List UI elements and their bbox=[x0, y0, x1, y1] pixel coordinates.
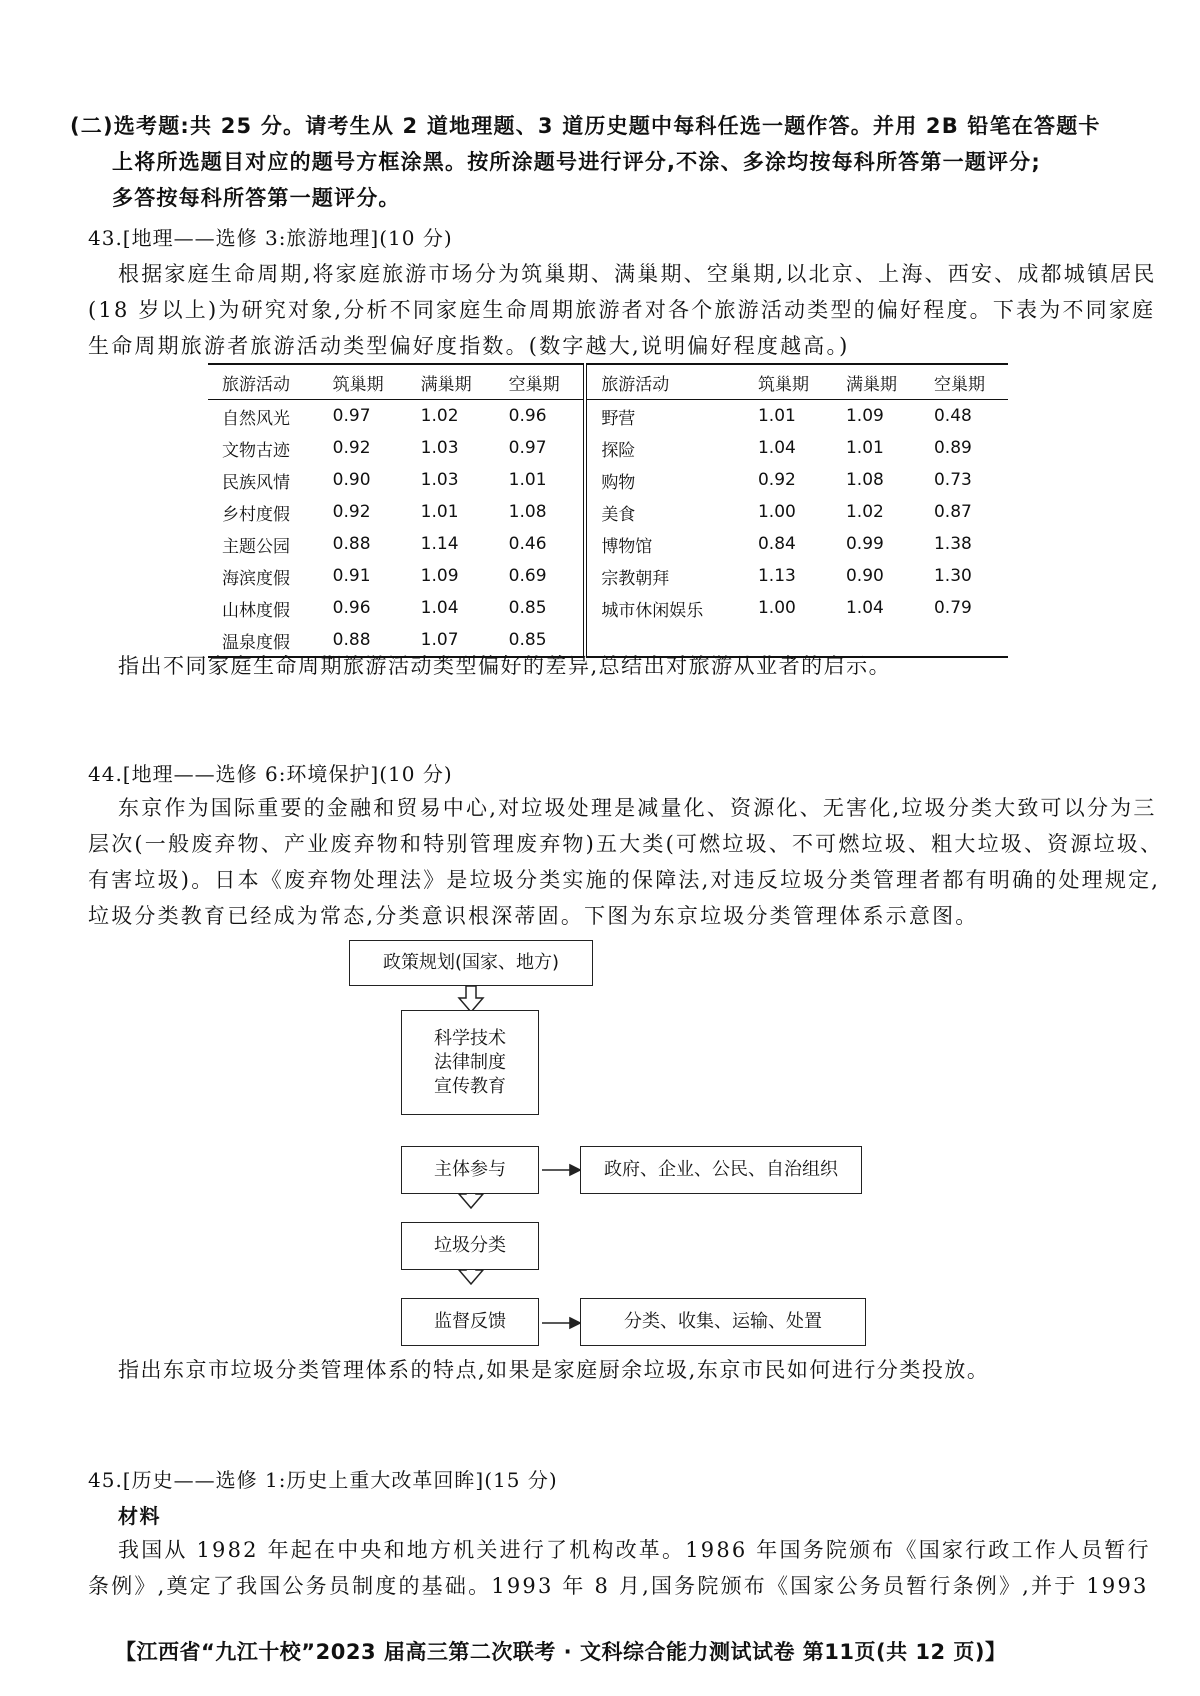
table-cell: 温泉度假 bbox=[222, 632, 290, 653]
table-cell: 1.02 bbox=[420, 406, 459, 426]
table-cell: 1.08 bbox=[845, 470, 884, 490]
table-row bbox=[208, 528, 1008, 560]
table-cell: 乡村度假 bbox=[222, 504, 290, 525]
table-cell: 博物馆 bbox=[601, 536, 653, 557]
table-cell: 1.01 bbox=[845, 438, 884, 458]
header-nesting-left: 筑巢期 bbox=[332, 374, 384, 395]
table-header-row bbox=[208, 364, 1008, 400]
section-instructions-line1: (二)选考题:共 25 分。请考生从 2 道地理题、3 道历史题中每科任选一题作答。并用 2B 铅笔在答题卡 bbox=[70, 114, 1101, 138]
table-cell: 1.01 bbox=[420, 502, 459, 522]
q43-intro: 根据家庭生命周期,将家庭旅游市场分为筑巢期、满巢期、空巢期,以北京、上海、西安、成都城镇居民(18 岁以上)为研究对象,分析不同家庭生命周期旅游者对各个旅游活动类型的偏好程度。下表为不同家庭生命周期旅游者旅游活动类型偏好度指数。(数字越大,说明偏好程度越高。) bbox=[88, 262, 1157, 358]
header-empty-nest-right: 空巢期 bbox=[933, 374, 985, 395]
q45-material-text: 我国从 1982 年起在中央和地方机关进行了机构改革。1986 年国务院颁布《国家行政工作人员暂行条例》,奠定了我国公务员制度的基础。1993 年 8 月,国务院颁布《国家公务员暂行条例》,并于 1993 bbox=[88, 1538, 1151, 1598]
table-cell: 0.92 bbox=[332, 438, 371, 458]
table-row bbox=[208, 464, 1008, 496]
participation-box: 主体参与 bbox=[401, 1146, 539, 1194]
table-cell: 1.04 bbox=[845, 598, 884, 618]
page-footer: 【江西省“九江十校”2023 届高三第二次联考 · 文科综合能力测试试卷 第11页(共 12 页)】 bbox=[115, 1640, 1007, 1664]
table-cell: 1.01 bbox=[757, 406, 796, 426]
table-cell: 1.00 bbox=[757, 502, 796, 522]
header-activity-left: 旅游活动 bbox=[222, 374, 290, 395]
means-science: 科学技术 bbox=[434, 1027, 506, 1049]
table-cell: 1.01 bbox=[495, 464, 586, 496]
table-cell: 购物 bbox=[601, 472, 636, 493]
table-cell: 城市休闲娱乐 bbox=[601, 600, 704, 621]
table-cell: 1.07 bbox=[420, 630, 459, 650]
table-cell: 宗教朝拜 bbox=[601, 568, 670, 589]
material-label: 材料 bbox=[118, 1504, 161, 1528]
q45-heading: 45.[历史——选修 1:历史上重大改革回眸](15 分) bbox=[88, 1468, 558, 1492]
table-cell: 0.48 bbox=[933, 406, 972, 426]
table-cell: 1.30 bbox=[933, 566, 972, 586]
process-box: 分类、收集、运输、处置 bbox=[580, 1298, 866, 1346]
table-cell: 山林度假 bbox=[222, 600, 290, 621]
table-cell: 1.03 bbox=[420, 438, 459, 458]
means-law: 法律制度 bbox=[434, 1051, 506, 1073]
table-cell: 0.73 bbox=[933, 470, 972, 490]
table-row bbox=[208, 592, 1008, 624]
table-cell: 0.97 bbox=[332, 406, 371, 426]
section-instructions bbox=[70, 108, 1170, 216]
table-cell: 1.00 bbox=[757, 598, 796, 618]
table-cell: 1.03 bbox=[420, 470, 459, 490]
table-cell: 1.09 bbox=[420, 566, 459, 586]
table-cell: 0.46 bbox=[495, 528, 586, 560]
q44-heading: 44.[地理——选修 6:环境保护](10 分) bbox=[88, 762, 453, 786]
q43-question: 指出不同家庭生命周期旅游活动类型偏好的差异,总结出对旅游从业者的启示。 bbox=[118, 654, 892, 678]
table-row bbox=[208, 432, 1008, 464]
table-cell: 0.88 bbox=[332, 534, 371, 554]
table-cell: 1.08 bbox=[495, 496, 586, 528]
table-cell: 1.02 bbox=[845, 502, 884, 522]
table-cell: 0.99 bbox=[845, 534, 884, 554]
q44-question: 指出东京市垃圾分类管理体系的特点,如果是家庭厨余垃圾,东京市民如何进行分类投放。 bbox=[118, 1358, 990, 1382]
supervision-box: 监督反馈 bbox=[401, 1298, 539, 1346]
table-cell: 1.13 bbox=[757, 566, 796, 586]
table-cell: 海滨度假 bbox=[222, 568, 290, 589]
table-cell: 民族风情 bbox=[222, 472, 290, 493]
table-cell: 1.14 bbox=[420, 534, 459, 554]
q44-intro: 东京作为国际重要的金融和贸易中心,对垃圾处理是减量化、资源化、无害化,垃圾分类大致可以分为三层次(一般废弃物、产业废弃物和特别管理废弃物)五大类(可燃垃圾、不可燃垃圾、粗大垃圾、资源垃圾、有害垃圾)。日本《废弃物处理法》是垃圾分类实施的保障法,对违反垃圾分类管理者都有明确的处理规定,垃圾分类教育已经成为常态,分类意识根深蒂固。下图为东京垃圾分类管理体系示意图。 bbox=[88, 796, 1164, 928]
preference-table bbox=[208, 363, 1008, 658]
table-cell: 探险 bbox=[601, 440, 636, 461]
table-cell: 0.85 bbox=[495, 592, 586, 624]
table-row bbox=[208, 400, 1008, 433]
table-cell: 主题公园 bbox=[222, 536, 290, 557]
table-cell: 0.92 bbox=[332, 502, 371, 522]
table-row bbox=[208, 560, 1008, 592]
q43-heading: 43.[地理——选修 3:旅游地理](10 分) bbox=[88, 226, 453, 250]
table-cell: 0.79 bbox=[933, 598, 972, 618]
sorting-box: 垃圾分类 bbox=[401, 1222, 539, 1270]
table-cell: 文物古迹 bbox=[222, 440, 290, 461]
table-cell: 0.84 bbox=[757, 534, 796, 554]
section-instructions-line3: 多答按每科所答第一题评分。 bbox=[112, 186, 401, 210]
table-cell: 0.87 bbox=[933, 502, 972, 522]
table-cell: 1.04 bbox=[757, 438, 796, 458]
table-cell: 0.91 bbox=[332, 566, 371, 586]
header-empty-nest-left: 空巢期 bbox=[495, 364, 586, 400]
header-full-nest-left: 满巢期 bbox=[420, 374, 472, 395]
table-cell: 1.38 bbox=[933, 534, 972, 554]
table-cell: 0.88 bbox=[332, 630, 371, 650]
table-cell: 自然风光 bbox=[222, 408, 290, 429]
right-arrow-icon bbox=[570, 1165, 580, 1175]
table-cell: 0.89 bbox=[933, 438, 972, 458]
down-arrow-icon bbox=[459, 986, 483, 1012]
means-box bbox=[401, 1010, 539, 1115]
table-cell: 0.97 bbox=[495, 432, 586, 464]
table-cell: 野营 bbox=[601, 408, 636, 429]
table-cell: 0.90 bbox=[845, 566, 884, 586]
table-cell bbox=[920, 624, 1008, 657]
table-cell: 1.04 bbox=[420, 598, 459, 618]
header-nesting-right: 筑巢期 bbox=[757, 374, 809, 395]
table-cell: 0.96 bbox=[495, 400, 586, 433]
table-cell: 0.85 bbox=[495, 624, 586, 657]
table-cell: 0.69 bbox=[495, 560, 586, 592]
header-activity-right: 旅游活动 bbox=[601, 374, 670, 395]
table-cell: 0.90 bbox=[332, 470, 371, 490]
table-cell: 0.96 bbox=[332, 598, 371, 618]
participants-box: 政府、企业、公民、自治组织 bbox=[580, 1146, 862, 1194]
policy-box: 政策规划(国家、地方) bbox=[349, 940, 593, 986]
header-full-nest-right: 满巢期 bbox=[845, 374, 897, 395]
section-instructions-line2: 上将所选题目对应的题号方框涂黑。按所涂题号进行评分,不涂、多涂均按每科所答第一题评分; bbox=[112, 150, 1041, 174]
table-cell: 1.09 bbox=[845, 406, 884, 426]
table-row bbox=[208, 496, 1008, 528]
table-cell: 美食 bbox=[601, 504, 636, 525]
right-arrow-icon bbox=[570, 1318, 580, 1328]
means-education: 宣传教育 bbox=[434, 1075, 506, 1097]
table-cell: 0.92 bbox=[757, 470, 796, 490]
